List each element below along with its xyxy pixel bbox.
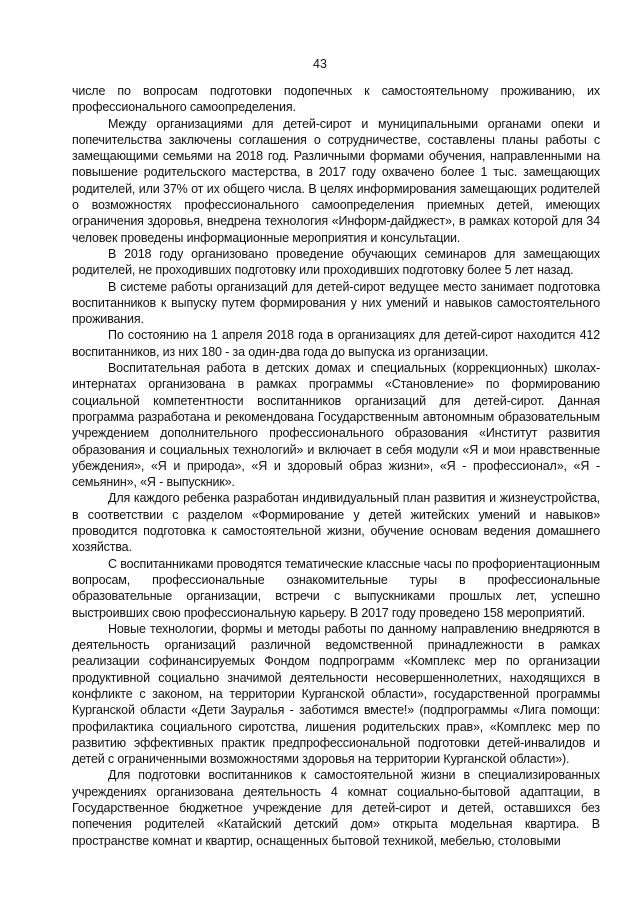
paragraph-5: По состоянию на 1 апреля 2018 года в организациях для детей-сирот находится 412 воспитанников, из них 180 - за один-два года до выпуска из организации. [72,328,600,359]
paragraph-3: В 2018 году организовано проведение обучающих семинаров для замещающих родителей, не проходивших подготовку или проходивших подготовку более 5 лет назад. [72,246,600,278]
paragraph-1: числе по вопросам подготовки подопечных к самостоятельному проживанию, их профессионального самоопределения. [72,84,600,115]
paragraph-9: Новые технологии, формы и методы работы по данному направлению внедряются в деятельность организаций различной ведомственной принадлежности в рамках реализации софинансируемых Фондом подпрограмм «Комплекс мер по организации продуктивной социально значимой деятельности несовершеннолетних, находящихся в конфликте с законом, на территории Курганской области», государственной программы Курганской области «Дети Зауралья - заботимся вместе!» (подпрограммы «Лига помощи: профилактика социального сиротства, лишения родительских прав», «Комплекс мер по развитию эффективных практик предпрофессиональной подготовки детей-инвалидов и детей с ограниченными возможностями здоровья на территории Курганской области»). [72,621,600,767]
paragraph-4: В системе работы организаций для детей-сирот ведущее место занимает подготовка воспитанников к выпуску путем формирования у них умений и навыков самостоятельного проживания. [72,279,600,327]
paragraph-10: Для подготовки воспитанников к самостоятельной жизни в специализированных учреждениях организована деятельность 4 комнат социально-бытовой адаптации, в Государственное бюджетное учреждение для детей-сирот и детей, оставшихся без попечения родителей «Катайский детский дом» открыта модельная квартира. В пространстве комнат и квартир, оснащенных бытовой техникой, мебелью, столовыми [72,768,600,848]
paragraph-6: Воспитательная работа в детских домах и специальных (коррекционных) школах-интернатах организована в рамках программы «Становление» по формированию социальной компетентности воспитанников организаций для детей-сирот. Данная программа разработана и рекомендована Государственным автономным образовательным учреждением дополнительного профессионального образования «Институт развития образования и социальных технологий» и включает в себя модули «Я и мои нравственные убеждения», «Я и природа», «Я и здоровый образ жизни», «Я - профессионал», «Я - семьянин», «Я - выпускник». [72,361,600,490]
paragraph-7: Для каждого ребенка разработан индивидуальный план развития и жизнеустройства, в соответствии с разделом «Формирование у детей житейских умений и навыков» проводится подготовка к самостоятельной жизни, обучение основам ведения домашнего хозяйства. [72,491,600,555]
page-number: 43 [313,57,327,71]
document-body [72,83,600,849]
paragraph-8: С воспитанниками проводятся тематические классные часы по профориентационным вопросам, профессиональные ознакомительные туры в профессиональные образовательные организации, встречи с выпускниками прошлых лет, успешно выстроивших свою профессиональную карьеру. В 2017 году проведено 158 мероприятий. [72,556,600,620]
paragraph-2: Между организациями для детей-сирот и муниципальными органами опеки и попечительства заключены соглашения о сотрудничестве, составлены планы работы с замещающими семьями на 2018 год. Различными формами обучения, направленными на повышение родительского мастерства, в 2017 году охвачено более 1 тыс. замещающих родителей, или 37% от их общего числа. В целях информирования замещающих родителей о возможностях профессионального самоопределения приемных детей, имеющих ограничения здоровья, внедрена технология «Информ-дайджест», в рамках которой для 34 человек проведены информационные мероприятия и консультации. [72,116,600,245]
